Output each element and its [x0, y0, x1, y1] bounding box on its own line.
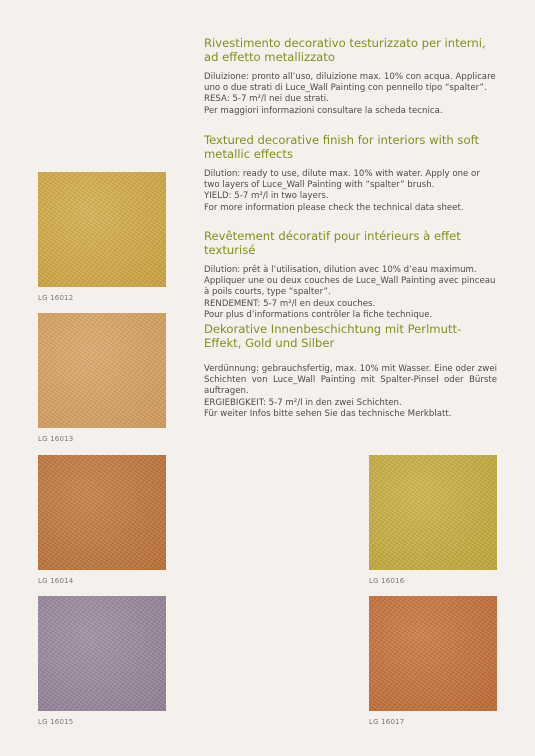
section-german — [204, 322, 497, 420]
heading-italian: Rivestimento decorativo testurizzato per interni, ad effetto metallizzato — [204, 36, 486, 64]
swatch-code: LG 16012 — [38, 294, 74, 302]
body-line: Diluizione: pronto all’uso, diluizione max. 10% con acqua. Applicare uno o due strati di Luce_Wall Painting con pennello tipo “spalter”. — [204, 72, 496, 94]
body-german — [204, 364, 497, 420]
swatch-lg-16016 — [369, 455, 497, 570]
section-italian — [204, 36, 497, 117]
swatch-code: LG 16013 — [38, 435, 74, 443]
body-line: Per maggiori informazioni consultare la scheda tecnica. — [204, 105, 443, 116]
body-line: Für weiter Infos bitte sehen Sie das technische Merkblatt. — [204, 408, 452, 419]
body-line: YIELD: 5-7 m²/l in two layers. — [204, 191, 329, 202]
swatch-code: LG 16015 — [38, 718, 74, 726]
swatch-lg-16015 — [38, 596, 166, 711]
heading-french: Revêtement décoratif pour intérieurs à effet texturisé — [204, 229, 461, 257]
body-italian — [204, 72, 497, 117]
section-english — [204, 133, 497, 214]
body-line: RESA: 5-7 m²/l nei due strati. — [204, 94, 329, 105]
swatch-lg-16014 — [38, 455, 166, 570]
body-line: Pour plus d’informations contrôler la fiche technique. — [204, 309, 433, 320]
body-line: Dilution: ready to use, dilute max. 10% with water. Apply one or two layers of Luce_Wall Painting with “spalter” brush. — [204, 169, 480, 191]
section-french — [204, 229, 497, 321]
swatch-lg-16012 — [38, 172, 166, 287]
body-line: RENDEMENT: 5-7 m²/l en deux couches. — [204, 298, 376, 309]
body-line: For more information please check the technical data sheet. — [204, 202, 464, 213]
swatch-lg-16013 — [38, 313, 166, 428]
body-line: Verdünnung: gebrauchsfertig, max. 10% mit Wasser. Eine oder zwei Schichten von Luce_Wall Painting mit Spalter-Pinsel oder Bürste auftragen. — [204, 364, 497, 397]
swatch-code: LG 16017 — [369, 718, 405, 726]
body-english — [204, 169, 497, 214]
heading-english: Textured decorative finish for interiors with soft metallic effects — [204, 133, 479, 161]
swatch-code: LG 16016 — [369, 577, 405, 585]
heading-german: Dekorative Innenbeschichtung mit Perlmutt-Effekt, Gold und Silber — [204, 322, 462, 350]
body-line: Dilution: prêt à l’utilisation, dilution avec 10% d’eau maximum. Appliquer une ou deux couches de Luce_Wall Painting avec pinceau à poils courts, type “spalter”. — [204, 265, 496, 298]
swatch-code: LG 16014 — [38, 577, 74, 585]
body-line: ERGIEBIGKEIT: 5-7 m²/l in den zwei Schichten. — [204, 397, 402, 408]
swatch-lg-16017 — [369, 596, 497, 711]
body-french — [204, 265, 497, 321]
